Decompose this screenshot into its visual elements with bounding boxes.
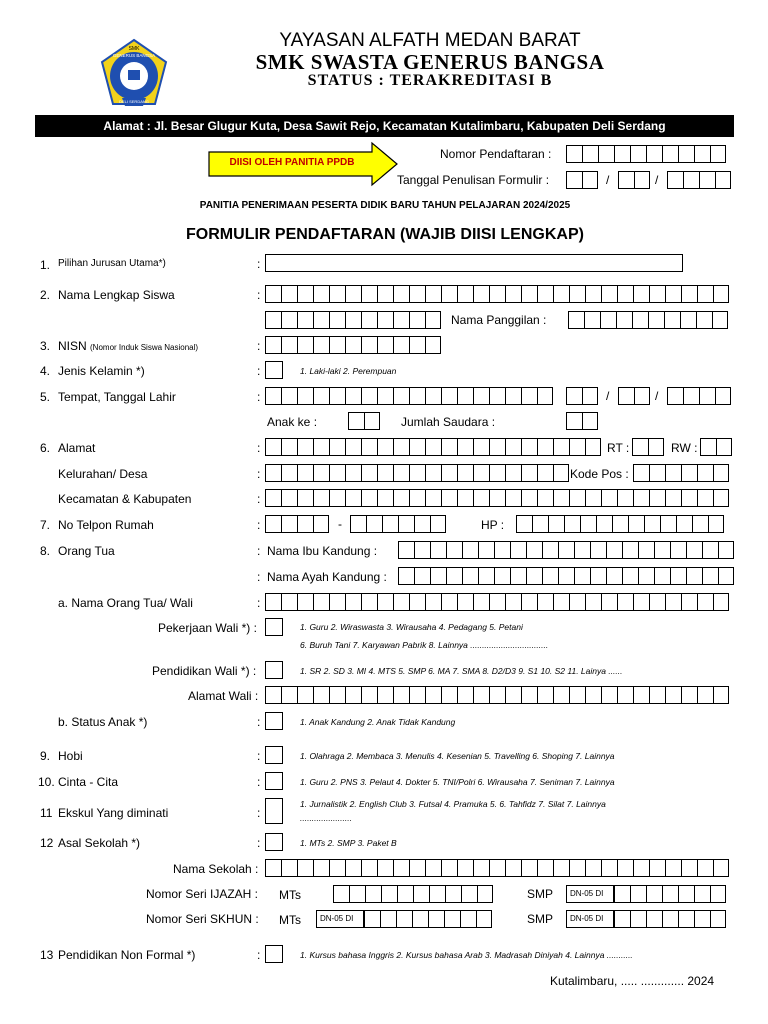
rw-label: RW : xyxy=(671,441,698,455)
extracurricular-options-2: ...................... xyxy=(300,813,352,823)
address-label: Alamat xyxy=(58,441,96,455)
guardian-job-options-1: 1. Guru 2. Wiraswasta 3. Wirausaha 4. Pedagang 5. Petani xyxy=(300,622,523,632)
village-boxes[interactable] xyxy=(265,464,569,482)
colon: : xyxy=(257,775,261,789)
colon: : xyxy=(257,806,261,820)
address-boxes[interactable] xyxy=(265,438,601,456)
guardian-name-label: a. Nama Orang Tua/ Wali xyxy=(58,596,193,610)
child-status-box[interactable] xyxy=(265,712,283,730)
place-date: Kutalimbaru, ..... ............. 2024 xyxy=(550,974,715,988)
colon: : xyxy=(257,492,261,506)
school-name-label: Nama Sekolah : xyxy=(173,862,259,876)
filling-date-year[interactable] xyxy=(667,171,731,189)
previous-school-box[interactable] xyxy=(265,833,283,851)
nisn-boxes[interactable] xyxy=(265,336,441,354)
mother-name-boxes[interactable] xyxy=(398,541,734,559)
phone-dash: - xyxy=(338,517,342,531)
filling-date-day[interactable] xyxy=(566,171,598,189)
major-choice-label: Pilihan Jurusan Utama*) xyxy=(58,258,166,269)
item-number: 8. xyxy=(40,544,51,558)
date-slash: / xyxy=(606,173,610,187)
ijazah-smp-label: SMP xyxy=(527,887,554,901)
item-number: 3. xyxy=(40,339,51,353)
colon: : xyxy=(257,836,261,850)
nonformal-education-options: 1. Kursus bahasa Inggris 2. Kursus bahasa Arab 3. Madrasah Diniyah 4. Lainnya ........... xyxy=(300,950,633,960)
skhun-smp-prefix: DN-05 DI xyxy=(566,910,614,928)
rt-label: RT : xyxy=(607,441,630,455)
hp-boxes[interactable] xyxy=(516,515,724,533)
item-number: 9. xyxy=(40,749,51,763)
skhun-smp-boxes[interactable] xyxy=(614,910,726,928)
hp-label: HP : xyxy=(481,518,505,532)
address-band xyxy=(35,115,734,137)
siblings-label: Jumlah Saudara : xyxy=(401,415,496,429)
phone-number-boxes[interactable] xyxy=(350,515,446,533)
full-name-boxes[interactable] xyxy=(265,285,729,303)
colon: : xyxy=(257,467,261,481)
birth-place-boxes[interactable] xyxy=(265,387,553,405)
guardian-address-boxes[interactable] xyxy=(265,686,729,704)
foundation-name: YAYASAN ALFATH MEDAN BARAT xyxy=(279,30,581,51)
committee-arrow xyxy=(207,141,399,187)
nickname-boxes[interactable] xyxy=(568,311,728,329)
school-name: SMK SWASTA GENERUS BANGSA xyxy=(255,50,605,74)
item-number: 5. xyxy=(40,390,51,404)
skhun-mts-boxes[interactable] xyxy=(364,910,492,928)
item-number: 13 xyxy=(40,948,54,962)
item-number: 1. xyxy=(40,258,51,272)
nonformal-education-box[interactable] xyxy=(265,945,283,963)
phone-area-boxes[interactable] xyxy=(265,515,329,533)
colon: : xyxy=(257,715,261,729)
nisn-label-text: NISN xyxy=(58,339,87,353)
mother-name-label: Nama Ibu Kandung : xyxy=(267,544,378,558)
school-address: Alamat : Jl. Besar Glugur Kuta, Desa Sawit Rejo, Kecamatan Kutalimbaru, Kabupaten Deli Serdang xyxy=(103,119,666,133)
guardian-edu-label: Pendidikan Wali *) : xyxy=(152,664,257,678)
skhun-smp-label: SMP xyxy=(527,912,554,926)
skhun-mts-prefix: DN-05 DI xyxy=(316,910,364,928)
nisn-label xyxy=(58,339,198,353)
school-logo xyxy=(98,38,170,110)
filling-date-label: Tanggal Penulisan Formulir : xyxy=(397,173,550,187)
ijazah-mts-boxes[interactable] xyxy=(333,885,493,903)
gender-label: Jenis Kelamin *) xyxy=(58,364,145,378)
date-slash: / xyxy=(655,173,659,187)
parents-label: Orang Tua xyxy=(58,544,115,558)
ijazah-smp-boxes[interactable] xyxy=(614,885,726,903)
logo-ring-text: GENERUS BANGSA xyxy=(112,53,156,58)
ijazah-mts-label: MTs xyxy=(279,888,301,902)
district-boxes[interactable] xyxy=(265,489,729,507)
major-choice-field[interactable] xyxy=(265,254,683,272)
filling-date-month[interactable] xyxy=(618,171,650,189)
guardian-edu-options: 1. SR 2. SD 3. MI 4. MTS 5. SMP 6. MA 7. SMA 8. D2/D3 9. S1 10. S2 11. Lainya ...... xyxy=(300,666,623,676)
guardian-name-boxes[interactable] xyxy=(265,593,729,611)
item-number: 6. xyxy=(40,441,51,455)
postcode-label: Kode Pos : xyxy=(570,467,629,481)
item-number: 2. xyxy=(40,288,51,302)
nickname-label: Nama Panggilan : xyxy=(451,313,547,327)
colon: : xyxy=(257,596,261,610)
guardian-job-box[interactable] xyxy=(265,618,283,636)
village-label: Kelurahan/ Desa xyxy=(58,467,148,481)
birth-day-boxes[interactable] xyxy=(566,387,598,405)
district-label: Kecamatan & Kabupaten xyxy=(58,492,192,506)
item-number: 10. xyxy=(38,775,55,789)
aspiration-options: 1. Guru 2. PNS 3. Pelaut 4. Dokter 5. TNI/Polri 6. Wirausaha 7. Seniman 7. Lainnya xyxy=(300,777,615,787)
accreditation-status: STATUS : TERAKREDITASI B xyxy=(307,72,553,89)
item-number: 11 xyxy=(40,806,53,820)
birth-year-boxes[interactable] xyxy=(667,387,731,405)
colon: : xyxy=(257,570,261,584)
colon: : xyxy=(257,288,261,302)
committee-title: PANITIA PENERIMAAN PESERTA DIDIK BARU TAHUN PELAJARAN 2024/2025 xyxy=(199,200,571,211)
hobby-box[interactable] xyxy=(265,746,283,764)
birth-label: Tempat, Tanggal Lahir xyxy=(58,390,176,404)
guardian-job-label: Pekerjaan Wali *) : xyxy=(158,621,257,635)
rt-boxes[interactable] xyxy=(632,438,664,456)
guardian-edu-box[interactable] xyxy=(265,661,283,679)
skhun-label: Nomor Seri SKHUN : xyxy=(146,912,259,926)
extracurricular-box[interactable] xyxy=(265,798,283,824)
guardian-address-label: Alamat Wali : xyxy=(188,689,259,703)
birth-month-boxes[interactable] xyxy=(618,387,650,405)
child-order-label: Anak ke : xyxy=(267,415,318,429)
colon: : xyxy=(257,948,261,962)
ijazah-smp-prefix: DN-05 DI xyxy=(566,885,614,903)
siblings-boxes[interactable] xyxy=(566,412,598,430)
date-slash: / xyxy=(606,389,610,403)
colon: : xyxy=(257,544,261,558)
form-title: FORMULIR PENDAFTARAN (WAJIB DIISI LENGKAP) xyxy=(186,226,584,243)
guardian-job-options-2: 6. Buruh Tani 7. Karyawan Pabrik 8. Lainnya ................................. xyxy=(300,640,549,650)
postcode-boxes[interactable] xyxy=(633,464,729,482)
child-status-options: 1. Anak Kandung 2. Anak Tidak Kandung xyxy=(300,717,456,727)
item-number: 7. xyxy=(40,518,51,532)
colon: : xyxy=(257,390,261,404)
extracurricular-options-1: 1. Jurnalistik 2. English Club 3. Futsal 4. Pramuka 5. 6. Tahfidz 7. Silat 7. Lainnya xyxy=(300,799,606,809)
father-name-label: Nama Ayah Kandung : xyxy=(267,570,387,584)
logo-bottom-text: DELI SERDANG xyxy=(119,99,149,104)
school-name-boxes[interactable] xyxy=(265,859,729,877)
full-name-label: Nama Lengkap Siswa xyxy=(58,288,175,302)
gender-options: 1. Laki-laki 2. Perempuan xyxy=(300,366,397,376)
date-slash: / xyxy=(655,389,659,403)
child-status-label: b. Status Anak *) xyxy=(58,715,148,729)
home-phone-label: No Telpon Rumah xyxy=(58,518,154,532)
colon: : xyxy=(257,339,261,353)
aspiration-label: Cinta - Cita xyxy=(58,775,119,789)
previous-school-options: 1. MTs 2. SMP 3. Paket B xyxy=(300,838,397,848)
colon: : xyxy=(257,441,261,455)
skhun-mts-label: MTs xyxy=(279,913,301,927)
father-name-boxes[interactable] xyxy=(398,567,734,585)
child-order-boxes[interactable] xyxy=(348,412,380,430)
arrow-label: DIISI OLEH PANITIA PPDB xyxy=(229,157,355,168)
aspiration-box[interactable] xyxy=(265,772,283,790)
hobby-label: Hobi xyxy=(58,749,83,763)
colon: : xyxy=(257,364,261,378)
logo-top-text: SMK xyxy=(128,46,140,52)
rw-boxes[interactable] xyxy=(700,438,732,456)
registration-number-boxes[interactable] xyxy=(566,145,726,163)
colon: : xyxy=(257,749,261,763)
registration-number-label: Nomor Pendaftaran : xyxy=(440,147,552,161)
previous-school-label: Asal Sekolah *) xyxy=(58,836,141,850)
extracurricular-label: Ekskul Yang diminati xyxy=(58,806,169,820)
hobby-options: 1. Olahraga 2. Membaca 3. Menulis 4. Kesenian 5. Travelling 6. Shoping 7. Lainnya xyxy=(300,751,615,761)
colon: : xyxy=(257,518,261,532)
ijazah-label: Nomor Seri IJAZAH : xyxy=(146,887,259,901)
item-number: 4. xyxy=(40,364,51,378)
nonformal-education-label: Pendidikan Non Formal *) xyxy=(58,948,196,962)
full-name-boxes-line2[interactable] xyxy=(265,311,441,329)
gender-choice-box[interactable] xyxy=(265,361,283,379)
colon: : xyxy=(257,257,261,271)
nisn-note: (Nomor Induk Siswa Nasional) xyxy=(90,343,199,352)
item-number: 12 xyxy=(40,836,54,850)
